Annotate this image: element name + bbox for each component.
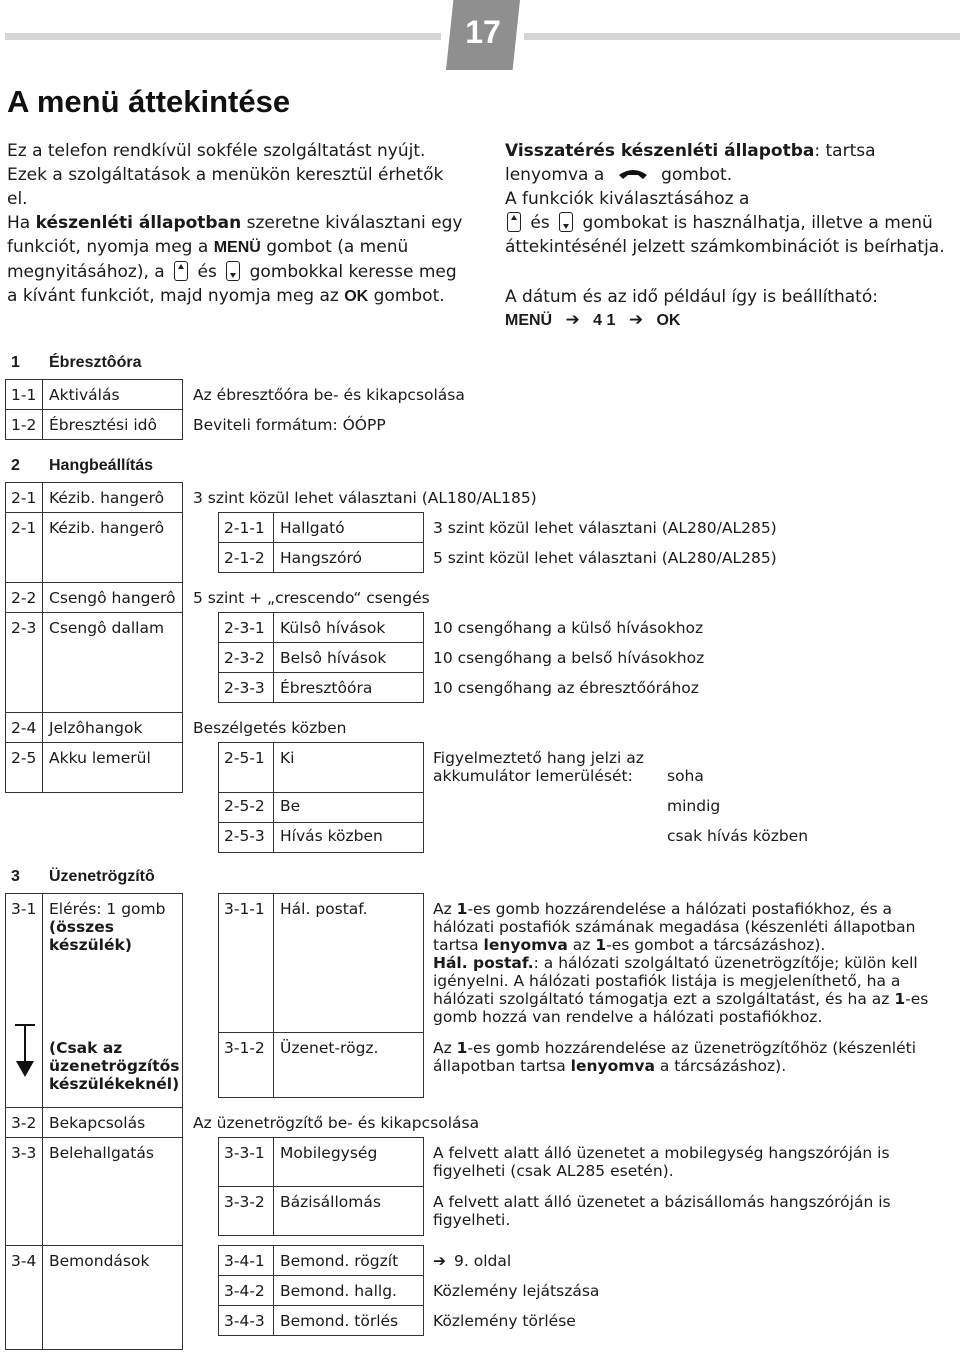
table-row-desc: 3 szint közül lehet választani (AL180/AL185) bbox=[193, 489, 537, 507]
table-subrow-code: 2-5-2 bbox=[224, 797, 265, 815]
table-row-label: Elérés: 1 gomb bbox=[49, 900, 166, 918]
table-subrow-code: 2-3-2 bbox=[224, 649, 265, 667]
table-subrow-label: Belsô hívások bbox=[280, 649, 387, 667]
table-subrow-code: 2-5-1 bbox=[224, 749, 265, 767]
table-subrow-label: Bázisállomás bbox=[280, 1193, 381, 1211]
menu-key-label: MENÜ bbox=[213, 239, 261, 256]
table-row-code: 2-4 bbox=[11, 719, 37, 737]
table-subrow-label: Hívás közben bbox=[280, 827, 383, 845]
table-row-code: 2-1 bbox=[11, 489, 37, 507]
table-subrow-label: Ki bbox=[280, 749, 295, 767]
table-subrow-code: 3-3-1 bbox=[224, 1144, 265, 1162]
header-rule-right bbox=[524, 33, 960, 40]
table-row-code: 3-2 bbox=[11, 1114, 37, 1132]
table-row-code: 3-4 bbox=[11, 1252, 37, 1270]
table-subrow-desc: 3 szint közül lehet választani (AL280/AL285) bbox=[433, 519, 777, 537]
section-1-title: Ébresztôóra bbox=[49, 354, 142, 371]
right-paragraph-1: Visszatérés készenléti állapotba: tartsa lenyomva a gombot. bbox=[505, 141, 876, 185]
range-arrow-icon bbox=[12, 1023, 38, 1079]
table-subrow-label: Hallgató bbox=[280, 519, 345, 537]
down-key-icon bbox=[226, 261, 240, 281]
table-subrow-desc: soha bbox=[667, 767, 704, 785]
table-row-code: 2-2 bbox=[11, 589, 37, 607]
table-row-label: Kézib. hangerô bbox=[49, 519, 165, 537]
table-row-label: Ébresztési idô bbox=[49, 416, 157, 434]
answering-machine-desc: Az 1-es gomb hozzárendelése az üzenetrögzítőhöz (készenléti állapotban tartsa lenyomva a tárcsázáshoz). bbox=[433, 1039, 917, 1075]
table-subrow-desc: Közlemény törlése bbox=[433, 1312, 576, 1330]
table-subrow-code: 2-1-2 bbox=[224, 549, 265, 567]
table-row-desc: Az üzenetrögzítő be- és kikapcsolása bbox=[193, 1114, 480, 1132]
table-row-label: Jelzôhangok bbox=[49, 719, 143, 737]
table-row-desc: 5 szint + „crescendo“ csengés bbox=[193, 589, 430, 607]
table-row-label: Belehallgatás bbox=[49, 1144, 154, 1162]
end-call-icon bbox=[616, 166, 650, 182]
arrow-right-icon: ➔ bbox=[565, 310, 580, 330]
table-subrow-label: Ébresztôóra bbox=[280, 679, 373, 697]
section-2-number: 2 bbox=[11, 457, 20, 474]
table-row-label: Kézib. hangerô bbox=[49, 489, 165, 507]
section-2-title: Hangbeállítás bbox=[49, 457, 154, 474]
battery-warning-note: Figyelmeztető hang jelzi az akkumulátor lemerülését: bbox=[433, 749, 644, 785]
table-row-code: 3-3 bbox=[11, 1144, 37, 1162]
table-subrow-code: 3-1-1 bbox=[224, 900, 265, 918]
table-row-code: 2-1 bbox=[11, 519, 37, 537]
table-row-code: 1-2 bbox=[11, 416, 37, 434]
table-subrow-desc: Közlemény lejátszása bbox=[433, 1282, 600, 1300]
arrow-right-icon: ➔ bbox=[628, 310, 644, 330]
table-row-label: Csengô hangerô bbox=[49, 589, 176, 607]
table-subrow-label: Hangszóró bbox=[280, 549, 363, 567]
table-subrow-code: 3-4-2 bbox=[224, 1282, 265, 1300]
table-subrow-code: 2-1-1 bbox=[224, 519, 265, 537]
table-subrow-label: Bemond. törlés bbox=[280, 1312, 399, 1330]
right-paragraph-2: A funkciók kiválasztásához a és gombokat is használhatja, illetve a menü áttekintésénél jelzett számkombinációt is beírhatja. bbox=[505, 189, 945, 257]
section-3-number: 3 bbox=[11, 868, 20, 885]
table-row-code: 1-1 bbox=[11, 386, 37, 404]
up-key-icon bbox=[174, 261, 188, 281]
right-paragraph-3: A dátum és az idő például így is beállítható: bbox=[505, 287, 878, 307]
table-subrow-code: 2-3-3 bbox=[224, 679, 265, 697]
table-subrow-label: Üzenet-rögz. bbox=[280, 1039, 379, 1057]
table-row-label: Aktiválás bbox=[49, 386, 120, 404]
network-mailbox-desc: Az 1-es gomb hozzárendelése a hálózati postafiókhoz, és a hálózati postafiók számának megadása (készenléti állapotban tartsa lenyomva az 1-es gombot a tárcsázáshoz). Hál. postaf.: a hálózati szolgáltató üzenetrögzítője; külön kell igényelni. A hálózati postafiók listája is megjeleníthető, ha a hálózati szolgáltató támogatja ezt a szolgáltatást, és ha az 1-es gomb hozzá van rendelve a hálózati postafiókhoz. bbox=[433, 900, 929, 1026]
table-subrow-desc: 10 csengőhang a belső hívásokhoz bbox=[433, 649, 705, 667]
table-subrow-desc: A felvett alatt álló üzenetet a mobilegység hangszóróján is figyelheti (csak AL285 esetén). bbox=[433, 1144, 890, 1180]
down-key-icon bbox=[559, 212, 573, 232]
section-3-title: Üzenetrögzítô bbox=[49, 868, 155, 885]
ok-key-label: OK bbox=[344, 288, 369, 305]
table-subrow-code: 3-4-3 bbox=[224, 1312, 265, 1330]
intro-paragraph-1: Ez a telefon rendkívül sokféle szolgáltatást nyújt. Ezek a szolgáltatások a menükön keresztül érhetők el. bbox=[7, 141, 444, 209]
table-subrow-desc: csak hívás közben bbox=[667, 827, 809, 845]
table-subrow-desc: mindig bbox=[667, 797, 721, 815]
table-subrow-label: Külsô hívások bbox=[280, 619, 386, 637]
table-subrow-code: 2-5-3 bbox=[224, 827, 265, 845]
table-subrow-desc: 5 szint közül lehet választani (AL280/AL285) bbox=[433, 549, 777, 567]
table-row-label: Bemondások bbox=[49, 1252, 150, 1270]
table-subrow-label: Hál. postaf. bbox=[280, 900, 368, 918]
header-rule-left bbox=[5, 33, 441, 40]
page-reference: ➔ 9. oldal bbox=[433, 1252, 512, 1270]
table-subrow-desc: 10 csengőhang a külső hívásokhoz bbox=[433, 619, 704, 637]
table-subrow-code: 3-4-1 bbox=[224, 1252, 265, 1270]
table-subrow-label: Bemond. rögzít bbox=[280, 1252, 399, 1270]
table-subrow-desc: 10 csengőhang az ébresztőórához bbox=[433, 679, 699, 697]
section-1-number: 1 bbox=[11, 354, 20, 371]
answering-machine-only-note: (Csak az üzenetrögzítős készülékeknél) bbox=[49, 1039, 180, 1093]
all-devices-note: (összes készülék) bbox=[49, 918, 132, 954]
table-row-code: 2-3 bbox=[11, 619, 37, 637]
table-row-code: 3-1 bbox=[11, 900, 37, 918]
table-row-desc: Beszélgetés közben bbox=[193, 719, 347, 737]
table-subrow-label: Be bbox=[280, 797, 301, 815]
arrow-right-icon: ➔ bbox=[433, 1252, 446, 1270]
table-subrow-code: 3-3-2 bbox=[224, 1193, 265, 1211]
table-row-label: Bekapcsolás bbox=[49, 1114, 146, 1132]
table-row-label: Akku lemerül bbox=[49, 749, 151, 767]
page-title: A menü áttekintése bbox=[7, 84, 291, 119]
table-subrow-code: 3-1-2 bbox=[224, 1039, 265, 1057]
up-key-icon bbox=[507, 212, 521, 232]
table-row-desc: Az ébresztőóra be- és kikapcsolása bbox=[193, 386, 465, 404]
intro-paragraph-2: Ha készenléti állapotban szeretne kiválasztani egy funkciót, nyomja meg a MENÜ gombot (a menü megnyitásához), a és gombokkal keresse meg a kívánt funkciót, majd nyomja meg az OK gombot. bbox=[7, 213, 463, 306]
table-row-label: Csengô dallam bbox=[49, 619, 165, 637]
table-subrow-label: Bemond. hallg. bbox=[280, 1282, 397, 1300]
table-subrow-label: Mobilegység bbox=[280, 1144, 378, 1162]
table-subrow-code: 2-3-1 bbox=[224, 619, 265, 637]
page-number: 17 bbox=[465, 14, 501, 50]
key-sequence: MENÜ ➔ 4 1 ➔ OK bbox=[505, 310, 681, 330]
table-subrow-desc: A felvett alatt álló üzenetet a bázisállomás hangszóróján is figyelheti. bbox=[433, 1193, 891, 1229]
table-row-code: 2-5 bbox=[11, 749, 37, 767]
table-row-desc: Beviteli formátum: ÓÓPP bbox=[193, 416, 386, 434]
